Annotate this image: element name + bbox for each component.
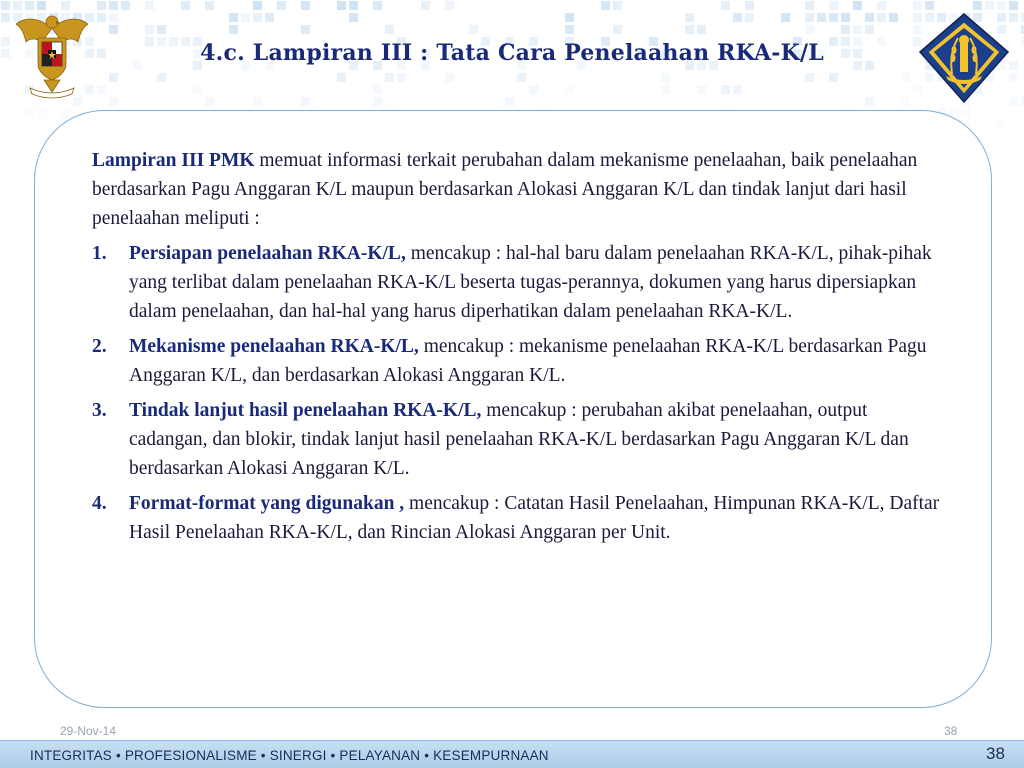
footer-page-number: 38 [986, 744, 1005, 763]
footer-page-number-small: 38 [944, 724, 958, 738]
item-title: Mekanisme penelaahan RKA-K/L, [129, 336, 419, 357]
item-text: mencakup : hal-hal baru dalam penelaahan RKA-K/L, pihak-pihak yang terlibat dalam penelaahan RKA-K/L beserta tugas-perannya, dokumen yang harus dipersiapkan dalam penelaahan, dan hal-hal yang harus diperhatikan dalam penelaahan RKA-K/L. [129, 243, 932, 322]
item-number: 2. [92, 336, 107, 357]
item-title: Tindak lanjut hasil penelaahan RKA-K/L, [129, 400, 482, 421]
footer-motto: INTEGRITAS • PROFESIONALISME • SINERGI • PELAYANAN • KESEMPURNAAN [30, 748, 549, 763]
kemenkeu-emblem-icon [916, 12, 1012, 104]
list-item [92, 396, 942, 483]
intro-paragraph [92, 146, 942, 233]
intro-text: memuat informasi terkait perubahan dalam mekanisme penelaahan, baik penelaahan berdasarkan Pagu Anggaran K/L maupun berdasarkan Alokasi Anggaran K/L dan tindak lanjut dari hasil penelaahan meliputi : [92, 150, 918, 229]
intro-bold-label: Lampiran III PMK [92, 150, 255, 171]
list-item [92, 489, 942, 547]
item-title: Persiapan penelaahan RKA-K/L, [129, 243, 406, 264]
item-number: 1. [92, 243, 107, 264]
footer-date: 29-Nov-14 [60, 724, 117, 738]
slide-title: 4.c. Lampiran III : Tata Cara Penelaahan RKA-K/L [200, 40, 824, 66]
item-number: 3. [92, 400, 107, 421]
item-text: mencakup : perubahan akibat penelaahan, output cadangan, dan blokir, tindak lanjut hasil penelaahan RKA-K/L berdasarkan Pagu Anggaran K/L dan berdasarkan Alokasi Anggaran K/L. [129, 400, 909, 479]
item-list [92, 239, 942, 547]
item-number: 4. [92, 493, 107, 514]
item-title: Format-format yang digunakan , [129, 493, 405, 514]
item-text: mencakup : mekanisme penelaahan RKA-K/L berdasarkan Pagu Anggaran K/L, dan berdasarkan Alokasi Anggaran K/L. [129, 336, 927, 386]
list-item [92, 239, 942, 326]
item-text: mencakup : Catatan Hasil Penelaahan, Himpunan RKA-K/L, Daftar Hasil Penelaahan RKA-K/L, dan Rincian Alokasi Anggaran per Unit. [129, 493, 940, 543]
list-item [92, 332, 942, 390]
content-body [92, 146, 942, 553]
